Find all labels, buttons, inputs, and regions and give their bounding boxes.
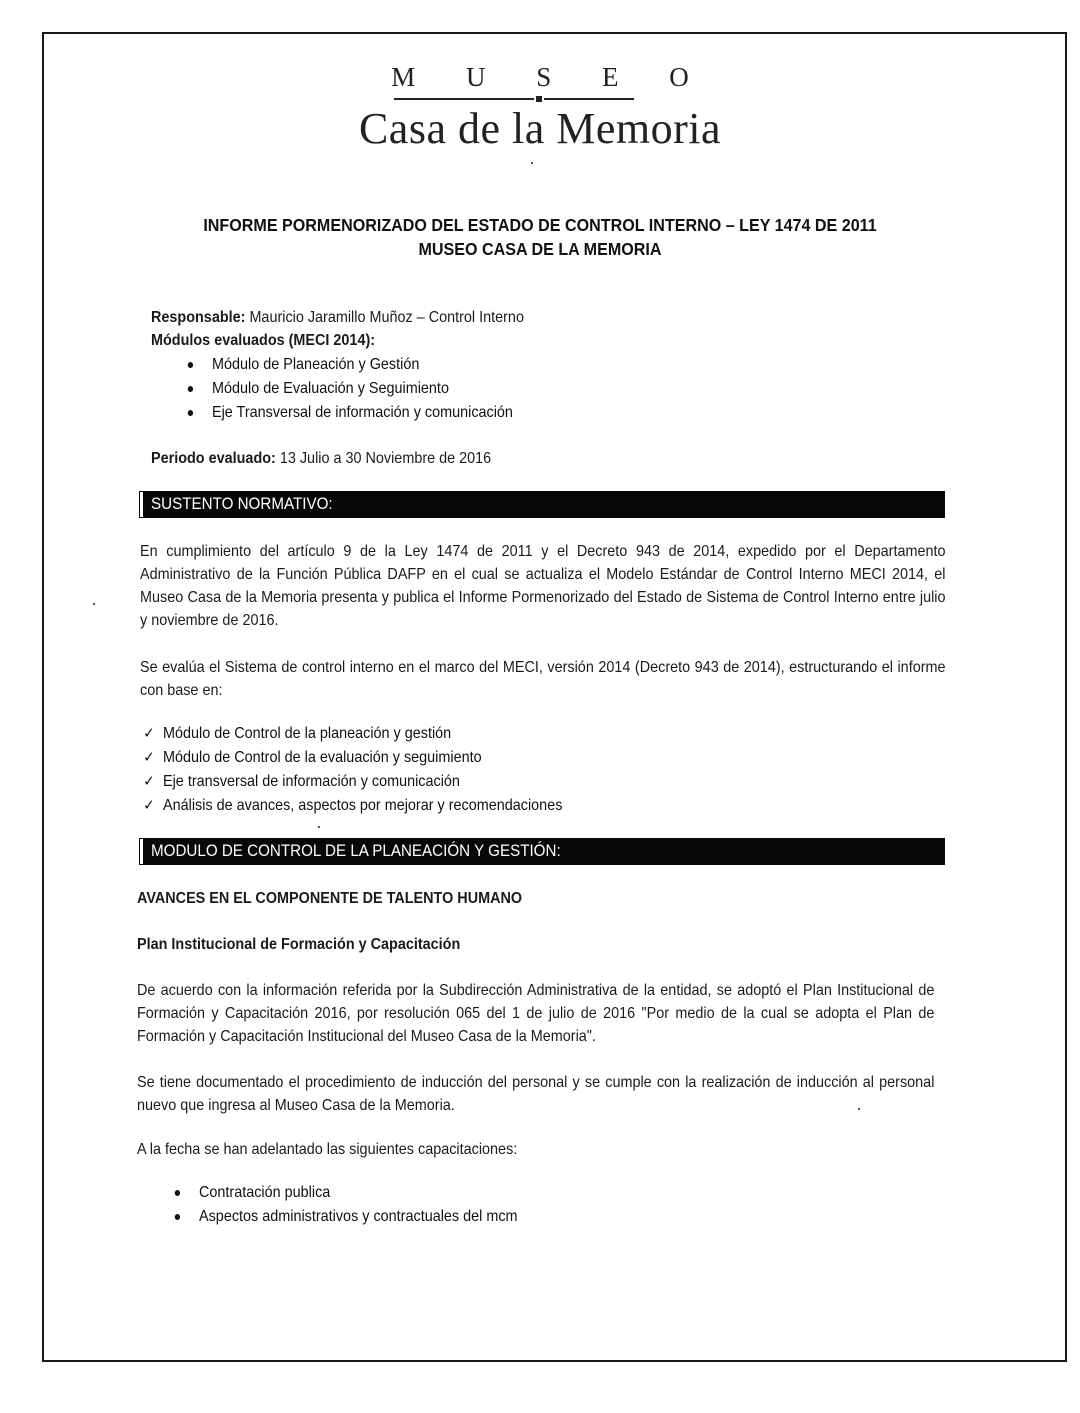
capacitaciones-list [199, 1181, 518, 1229]
scan-speck [93, 603, 95, 605]
responsable-line [151, 306, 524, 329]
plan-paragraph: De acuerdo con la información referida por la Subdirección Administrativa de la entidad, se adoptó el Plan Institucional de Formación y Capacitación 2016, por resolución 065 del 1 de julio de 2016 "Por medio de la cual se adopta el Plan de Formación y Capacitación Institucional del Museo Casa de la Memoria". [137, 982, 935, 1045]
talento-humano-heading: AVANCES EN EL COMPONENTE DE TALENTO HUMANO [137, 890, 523, 907]
list-item: Aspectos administrativos y contractuales del mcm [199, 1205, 518, 1229]
periodo-label: Periodo evaluado: [151, 450, 276, 467]
logo-dot [536, 96, 542, 102]
list-item: Contratación publica [199, 1181, 518, 1205]
title-line-2: MUSEO CASA DE LA MEMORIA [418, 239, 662, 259]
list-item: Eje Transversal de información y comunicación [212, 401, 513, 425]
document-title [43, 213, 1037, 261]
bullet-icon [188, 362, 193, 368]
logo-museo-text: M U S E O [391, 62, 711, 92]
list-item: ✓ Módulo de Control de la planeación y gestión [163, 722, 562, 746]
responsable-value: Mauricio Jaramillo Muñoz – Control Interno [249, 309, 524, 326]
section-heading-modulo-planeacion: MODULO DE CONTROL DE LA PLANEACIÓN Y GESTIÓN: [140, 839, 944, 864]
checkmark-icon: ✓ [143, 725, 155, 742]
logo-rule-left [394, 98, 534, 100]
list-item: ✓ Eje transversal de información y comunicación [163, 770, 562, 794]
bullet-icon [175, 1190, 180, 1196]
scan-speck [318, 826, 320, 828]
periodo-line [151, 447, 491, 470]
capacitaciones-intro: A la fecha se han adelantado las siguientes capacitaciones: [137, 1141, 518, 1158]
list-item: Módulo de Planeación y Gestión [212, 353, 513, 377]
title-line-1: INFORME PORMENORIZADO DEL ESTADO DE CONTROL INTERNO – LEY 1474 DE 2011 [203, 215, 877, 235]
bullet-icon [188, 410, 193, 416]
induccion-paragraph: Se tiene documentado el procedimiento de inducción del personal y se cumple con la realización de inducción al personal nuevo que ingresa al Museo Casa de la Memoria. [137, 1074, 935, 1114]
scan-speck [858, 1108, 860, 1110]
responsable-label: Responsable: [151, 309, 246, 326]
checkmark-icon: ✓ [143, 773, 155, 790]
checkmark-icon: ✓ [143, 749, 155, 766]
sustento-paragraph-1: En cumplimiento del artículo 9 de la Ley 1474 de 2011 y el Decreto 943 de 2014, expedido por el Departamento Administrativo de la Función Pública DAFP en el cual se actualiza el Modelo Estándar de Control Interno MECI 2014, el Museo Casa de la Memoria presenta y publica el Informe Pormenorizado del Estado de Sistema de Control Interno entre julio y noviembre de 2016. [140, 543, 946, 629]
list-item: ✓ Módulo de Control de la evaluación y seguimiento [163, 746, 562, 770]
bullet-icon [175, 1214, 180, 1220]
list-item: ✓ Análisis de avances, aspectos por mejorar y recomendaciones [163, 794, 562, 818]
modulos-list [212, 353, 513, 425]
periodo-value: 13 Julio a 30 Noviembre de 2016 [279, 450, 492, 467]
plan-formacion-heading: Plan Institucional de Formación y Capacitación [137, 936, 461, 953]
logo-rule-right [544, 98, 634, 100]
section-heading-sustento: SUSTENTO NORMATIVO: [140, 492, 944, 517]
structure-checklist [143, 722, 563, 818]
logo-casa-memoria: Casa de la Memoria [358, 104, 722, 153]
modulos-label: Módulos evaluados (MECI 2014): [151, 332, 376, 349]
checkmark-icon: ✓ [143, 797, 155, 814]
scan-speck [531, 162, 533, 164]
bullet-icon [188, 386, 193, 392]
sustento-paragraph-2: Se evalúa el Sistema de control interno en el marco del MECI, versión 2014 (Decreto 943 de 2014), estructurando el informe con base en: [140, 659, 946, 699]
list-item: Módulo de Evaluación y Seguimiento [212, 377, 513, 401]
